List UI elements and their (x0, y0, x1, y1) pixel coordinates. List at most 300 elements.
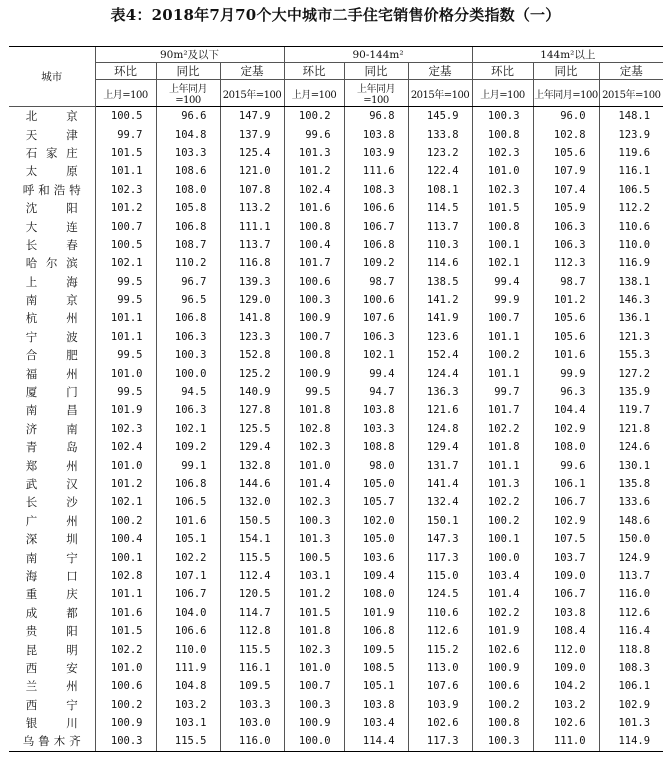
value-cell-yoy: 109.5 (344, 640, 408, 658)
value-cell-yoy: 108.0 (156, 181, 220, 199)
value-cell-mom: 101.5 (95, 622, 156, 640)
city-name: 乌 鲁 木 齐 (22, 734, 81, 749)
header-row-index-types (9, 63, 663, 80)
value-cell-mom: 99.5 (95, 346, 156, 364)
city-cell (9, 291, 95, 309)
city-cell (9, 181, 95, 199)
value-cell-fixed: 124.6 (599, 438, 663, 456)
city-cell (9, 346, 95, 364)
value-cell-fixed: 121.6 (408, 401, 472, 419)
value-cell-mom: 101.1 (472, 456, 533, 474)
value-cell-yoy: 106.3 (344, 328, 408, 346)
value-cell-yoy: 96.3 (533, 383, 599, 401)
value-cell-yoy: 109.0 (533, 567, 599, 585)
value-cell-fixed: 115.0 (408, 567, 472, 585)
value-cell-fixed: 116.0 (220, 732, 284, 751)
value-cell-yoy: 104.4 (533, 401, 599, 419)
value-cell-fixed: 115.5 (220, 640, 284, 658)
base-label-fixed: 2015年=100 (599, 80, 663, 107)
city-name: 厦 门 (25, 385, 78, 400)
base-label-mom: 上月=100 (472, 80, 533, 107)
city-cell (9, 401, 95, 419)
value-cell-mom: 101.1 (472, 328, 533, 346)
city-cell (9, 107, 95, 126)
value-cell-yoy: 115.5 (156, 732, 220, 751)
city-cell (9, 677, 95, 695)
value-cell-fixed: 116.9 (599, 254, 663, 272)
value-cell-yoy: 100.0 (156, 364, 220, 382)
value-cell-mom: 101.2 (95, 475, 156, 493)
value-cell-fixed: 135.8 (599, 475, 663, 493)
value-cell-mom: 100.5 (95, 107, 156, 126)
value-cell-yoy: 107.9 (533, 162, 599, 180)
value-cell-mom: 101.2 (284, 585, 344, 603)
table-row (9, 125, 663, 143)
value-cell-fixed: 102.6 (408, 714, 472, 732)
value-cell-fixed: 120.5 (220, 585, 284, 603)
value-cell-mom: 101.5 (284, 604, 344, 622)
value-cell-yoy: 104.0 (156, 604, 220, 622)
city-name: 兰 州 (25, 679, 78, 694)
value-cell-yoy: 111.9 (156, 659, 220, 677)
value-cell-yoy: 105.6 (533, 309, 599, 327)
value-cell-fixed: 114.5 (408, 199, 472, 217)
city-name: 长 沙 (25, 495, 78, 510)
value-cell-mom: 101.3 (472, 475, 533, 493)
value-cell-fixed: 113.0 (408, 659, 472, 677)
value-cell-mom: 99.5 (284, 383, 344, 401)
value-cell-mom: 99.5 (95, 273, 156, 291)
value-cell-fixed: 123.9 (599, 125, 663, 143)
value-cell-yoy: 106.3 (156, 401, 220, 419)
city-cell (9, 604, 95, 622)
value-cell-mom: 101.5 (472, 199, 533, 217)
value-cell-fixed: 141.2 (408, 291, 472, 309)
value-cell-yoy: 106.8 (156, 217, 220, 235)
value-cell-mom: 101.1 (95, 328, 156, 346)
value-cell-fixed: 147.3 (408, 530, 472, 548)
value-cell-fixed: 117.3 (408, 732, 472, 751)
value-cell-mom: 100.3 (284, 291, 344, 309)
value-cell-mom: 101.3 (284, 530, 344, 548)
value-cell-fixed: 112.2 (599, 199, 663, 217)
city-name: 贵 阳 (25, 624, 78, 639)
value-cell-yoy: 109.0 (533, 659, 599, 677)
value-cell-fixed: 107.8 (220, 181, 284, 199)
table-row (9, 254, 663, 272)
value-cell-yoy: 107.6 (344, 309, 408, 327)
table-row (9, 273, 663, 291)
value-cell-fixed: 140.9 (220, 383, 284, 401)
table-row (9, 438, 663, 456)
value-cell-fixed: 135.9 (599, 383, 663, 401)
value-cell-fixed: 132.4 (408, 493, 472, 511)
value-cell-yoy: 103.4 (344, 714, 408, 732)
value-cell-fixed: 116.0 (599, 585, 663, 603)
city-cell (9, 548, 95, 566)
city-cell (9, 475, 95, 493)
value-cell-fixed: 154.1 (220, 530, 284, 548)
city-cell (9, 236, 95, 254)
city-name: 石 家 庄 (25, 145, 78, 160)
value-cell-yoy: 96.5 (156, 291, 220, 309)
value-cell-fixed: 130.1 (599, 456, 663, 474)
city-cell (9, 328, 95, 346)
value-cell-mom: 100.3 (95, 732, 156, 751)
value-cell-fixed: 103.9 (408, 696, 472, 714)
value-cell-yoy: 103.6 (344, 548, 408, 566)
value-cell-mom: 102.1 (472, 254, 533, 272)
value-cell-fixed: 139.3 (220, 273, 284, 291)
value-cell-mom: 100.2 (472, 696, 533, 714)
table-row (9, 548, 663, 566)
value-cell-fixed: 124.5 (408, 585, 472, 603)
value-cell-fixed: 112.8 (220, 622, 284, 640)
value-cell-yoy: 106.7 (533, 585, 599, 603)
value-cell-mom: 100.6 (472, 677, 533, 695)
value-cell-mom: 101.8 (284, 401, 344, 419)
value-cell-fixed: 110.0 (599, 236, 663, 254)
city-cell (9, 144, 95, 162)
value-cell-yoy: 96.6 (156, 107, 220, 126)
city-name: 深 圳 (25, 532, 78, 547)
value-cell-yoy: 103.3 (156, 144, 220, 162)
value-cell-yoy: 109.2 (344, 254, 408, 272)
value-cell-yoy: 96.8 (344, 107, 408, 126)
value-cell-yoy: 106.8 (344, 622, 408, 640)
value-cell-mom: 100.7 (284, 677, 344, 695)
value-cell-fixed: 147.9 (220, 107, 284, 126)
city-name: 成 都 (25, 605, 78, 620)
value-cell-yoy: 105.7 (344, 493, 408, 511)
value-cell-fixed: 117.3 (408, 548, 472, 566)
value-cell-mom: 100.2 (472, 512, 533, 530)
value-cell-mom: 101.1 (472, 364, 533, 382)
value-cell-mom: 103.4 (472, 567, 533, 585)
table-row (9, 346, 663, 364)
subheader-yoy: 同比 (344, 63, 408, 80)
value-cell-fixed: 106.1 (599, 677, 663, 695)
value-cell-fixed: 116.1 (220, 659, 284, 677)
city-name: 福 州 (25, 366, 78, 381)
value-cell-fixed: 144.6 (220, 475, 284, 493)
city-name: 重 庆 (25, 587, 78, 602)
table-row (9, 696, 663, 714)
value-cell-fixed: 136.1 (599, 309, 663, 327)
base-label-fixed: 2015年=100 (220, 80, 284, 107)
value-cell-yoy: 102.1 (156, 420, 220, 438)
value-cell-mom: 100.0 (284, 732, 344, 751)
table-row (9, 144, 663, 162)
price-index-table (9, 46, 663, 752)
value-cell-fixed: 123.3 (220, 328, 284, 346)
table-row (9, 199, 663, 217)
value-cell-fixed: 137.9 (220, 125, 284, 143)
value-cell-fixed: 133.6 (599, 493, 663, 511)
value-cell-fixed: 113.7 (599, 567, 663, 585)
value-cell-yoy: 98.7 (344, 273, 408, 291)
value-cell-yoy: 109.2 (156, 438, 220, 456)
table-row (9, 401, 663, 419)
value-cell-mom: 99.5 (95, 291, 156, 309)
city-name: 武 汉 (25, 477, 78, 491)
value-cell-mom: 99.7 (95, 125, 156, 143)
value-cell-yoy: 105.0 (344, 475, 408, 493)
city-cell (9, 217, 95, 235)
value-cell-fixed: 113.7 (408, 217, 472, 235)
value-cell-mom: 99.7 (472, 383, 533, 401)
city-name: 济 南 (25, 421, 78, 436)
city-name: 长 春 (25, 237, 78, 252)
value-cell-mom: 100.9 (284, 364, 344, 382)
table-row (9, 604, 663, 622)
city-cell (9, 456, 95, 474)
value-cell-fixed: 150.0 (599, 530, 663, 548)
value-cell-fixed: 125.2 (220, 364, 284, 382)
value-cell-yoy: 96.7 (156, 273, 220, 291)
value-cell-yoy: 106.8 (156, 475, 220, 493)
subheader-yoy: 同比 (533, 63, 599, 80)
value-cell-mom: 100.4 (284, 236, 344, 254)
base-label-yoy: 上年同月=100 (344, 80, 408, 107)
group-header-medium: 90-144m² (284, 47, 472, 63)
value-cell-fixed: 124.8 (408, 420, 472, 438)
value-cell-fixed: 119.7 (599, 401, 663, 419)
value-cell-yoy: 99.1 (156, 456, 220, 474)
value-cell-fixed: 141.9 (408, 309, 472, 327)
value-cell-fixed: 103.0 (220, 714, 284, 732)
city-cell (9, 622, 95, 640)
subheader-fixed-base: 定基 (220, 63, 284, 80)
city-cell (9, 364, 95, 382)
value-cell-yoy: 103.3 (344, 420, 408, 438)
value-cell-fixed: 127.8 (220, 401, 284, 419)
value-cell-mom: 101.1 (95, 585, 156, 603)
value-cell-fixed: 116.4 (599, 622, 663, 640)
value-cell-mom: 101.0 (95, 456, 156, 474)
value-cell-mom: 101.8 (284, 622, 344, 640)
value-cell-mom: 102.3 (472, 181, 533, 199)
city-cell (9, 567, 95, 585)
value-cell-mom: 101.6 (95, 604, 156, 622)
value-cell-fixed: 136.3 (408, 383, 472, 401)
value-cell-mom: 101.0 (95, 659, 156, 677)
city-name: 宁 波 (25, 329, 78, 344)
value-cell-yoy: 103.1 (156, 714, 220, 732)
city-name: 哈 尔 滨 (25, 256, 78, 271)
value-cell-mom: 100.2 (95, 696, 156, 714)
value-cell-mom: 101.9 (95, 401, 156, 419)
value-cell-fixed: 106.5 (599, 181, 663, 199)
value-cell-fixed: 124.9 (599, 548, 663, 566)
value-cell-yoy: 104.8 (156, 125, 220, 143)
city-name: 南 昌 (25, 403, 78, 418)
value-cell-mom: 101.0 (472, 162, 533, 180)
value-cell-mom: 100.3 (284, 512, 344, 530)
value-cell-yoy: 108.0 (344, 585, 408, 603)
value-cell-fixed: 129.4 (220, 438, 284, 456)
subheader-fixed-base: 定基 (408, 63, 472, 80)
city-name: 上 海 (25, 274, 78, 289)
value-cell-mom: 102.3 (284, 438, 344, 456)
value-cell-mom: 100.5 (95, 236, 156, 254)
value-cell-mom: 102.2 (95, 640, 156, 658)
value-cell-mom: 100.9 (284, 714, 344, 732)
value-cell-fixed: 110.3 (408, 236, 472, 254)
value-cell-fixed: 123.2 (408, 144, 472, 162)
value-cell-mom: 101.7 (472, 401, 533, 419)
value-cell-yoy: 102.8 (533, 125, 599, 143)
value-cell-yoy: 103.9 (344, 144, 408, 162)
value-cell-mom: 99.9 (472, 291, 533, 309)
value-cell-mom: 100.8 (284, 346, 344, 364)
value-cell-yoy: 96.0 (533, 107, 599, 126)
city-cell (9, 438, 95, 456)
base-label-mom: 上月=100 (95, 80, 156, 107)
table-row (9, 622, 663, 640)
table-row (9, 364, 663, 382)
value-cell-yoy: 103.8 (533, 604, 599, 622)
value-cell-mom: 102.2 (472, 604, 533, 622)
table-title: 表4：2018年7月70个大中城市二手住宅销售价格分类指数（一） (110, 6, 561, 24)
city-name: 杭 州 (25, 311, 78, 326)
value-cell-fixed: 113.7 (220, 236, 284, 254)
value-cell-yoy: 106.6 (156, 622, 220, 640)
value-cell-yoy: 108.4 (533, 622, 599, 640)
value-cell-fixed: 118.8 (599, 640, 663, 658)
value-cell-fixed: 138.1 (599, 273, 663, 291)
value-cell-mom: 101.3 (284, 144, 344, 162)
table-row (9, 383, 663, 401)
value-cell-yoy: 98.0 (344, 456, 408, 474)
value-cell-fixed: 150.1 (408, 512, 472, 530)
value-cell-fixed: 152.4 (408, 346, 472, 364)
value-cell-yoy: 106.3 (533, 217, 599, 235)
value-cell-yoy: 103.8 (344, 125, 408, 143)
value-cell-mom: 101.1 (95, 309, 156, 327)
value-cell-fixed: 119.6 (599, 144, 663, 162)
base-label-yoy: 上年同月=100 (533, 80, 599, 107)
city-name: 昆 明 (25, 642, 78, 657)
value-cell-yoy: 100.6 (344, 291, 408, 309)
table-row (9, 640, 663, 658)
value-cell-fixed: 112.6 (599, 604, 663, 622)
value-cell-mom: 102.4 (95, 438, 156, 456)
value-cell-fixed: 116.8 (220, 254, 284, 272)
value-cell-mom: 101.4 (472, 585, 533, 603)
value-cell-yoy: 99.4 (344, 364, 408, 382)
city-name: 南 京 (25, 293, 78, 308)
value-cell-fixed: 108.3 (599, 659, 663, 677)
value-cell-mom: 101.2 (95, 199, 156, 217)
value-cell-mom: 102.8 (284, 420, 344, 438)
value-cell-fixed: 148.1 (599, 107, 663, 126)
table-row (9, 291, 663, 309)
group-header-small: 90m²及以下 (95, 47, 284, 63)
value-cell-fixed: 141.4 (408, 475, 472, 493)
value-cell-mom: 100.7 (95, 217, 156, 235)
value-cell-fixed: 114.9 (599, 732, 663, 751)
value-cell-mom: 100.6 (284, 273, 344, 291)
value-cell-yoy: 102.9 (533, 420, 599, 438)
value-cell-yoy: 106.1 (533, 475, 599, 493)
value-cell-fixed: 121.3 (599, 328, 663, 346)
value-cell-yoy: 111.6 (344, 162, 408, 180)
value-cell-yoy: 101.9 (344, 604, 408, 622)
value-cell-mom: 100.9 (95, 714, 156, 732)
value-cell-fixed: 112.6 (408, 622, 472, 640)
value-cell-fixed: 129.0 (220, 291, 284, 309)
value-cell-yoy: 103.2 (156, 696, 220, 714)
table-row (9, 217, 663, 235)
city-cell (9, 254, 95, 272)
value-cell-mom: 101.8 (472, 438, 533, 456)
value-cell-mom: 100.3 (472, 732, 533, 751)
value-cell-mom: 100.3 (472, 107, 533, 126)
value-cell-fixed: 124.4 (408, 364, 472, 382)
city-cell (9, 273, 95, 291)
subheader-mom: 环比 (95, 63, 156, 80)
value-cell-mom: 102.2 (472, 493, 533, 511)
value-cell-yoy: 103.8 (344, 696, 408, 714)
value-cell-mom: 101.4 (284, 475, 344, 493)
table-row (9, 493, 663, 511)
city-name: 南 宁 (25, 550, 78, 565)
value-cell-yoy: 103.7 (533, 548, 599, 566)
city-name: 银 川 (25, 716, 78, 731)
value-cell-fixed: 108.1 (408, 181, 472, 199)
value-cell-yoy: 101.6 (156, 512, 220, 530)
city-name: 海 口 (25, 568, 78, 583)
value-cell-fixed: 110.6 (599, 217, 663, 235)
value-cell-yoy: 105.6 (533, 328, 599, 346)
city-name: 北 京 (25, 109, 78, 124)
value-cell-mom: 100.1 (472, 530, 533, 548)
city-name: 呼 和 浩 特 (22, 182, 81, 197)
value-cell-mom: 100.5 (284, 548, 344, 566)
subheader-mom: 环比 (284, 63, 344, 80)
table-row (9, 677, 663, 695)
value-cell-yoy: 102.6 (533, 714, 599, 732)
value-cell-yoy: 106.5 (156, 493, 220, 511)
city-name: 西 宁 (25, 697, 78, 712)
value-cell-yoy: 105.6 (533, 144, 599, 162)
value-cell-fixed: 131.7 (408, 456, 472, 474)
value-cell-fixed: 112.4 (220, 567, 284, 585)
value-cell-yoy: 105.8 (156, 199, 220, 217)
value-cell-fixed: 111.1 (220, 217, 284, 235)
subheader-fixed-base: 定基 (599, 63, 663, 80)
table-body (9, 107, 663, 752)
value-cell-fixed: 113.2 (220, 199, 284, 217)
value-cell-fixed: 122.4 (408, 162, 472, 180)
table-row (9, 732, 663, 751)
value-cell-yoy: 103.8 (344, 401, 408, 419)
city-cell (9, 383, 95, 401)
table-row (9, 512, 663, 530)
value-cell-fixed: 141.8 (220, 309, 284, 327)
value-cell-yoy: 108.3 (344, 181, 408, 199)
value-cell-mom: 100.7 (472, 309, 533, 327)
table-row (9, 162, 663, 180)
value-cell-mom: 100.8 (284, 217, 344, 235)
city-column-header: 城市 (9, 47, 95, 107)
table-row (9, 714, 663, 732)
city-name: 郑 州 (25, 458, 78, 473)
value-cell-fixed: 121.8 (599, 420, 663, 438)
value-cell-yoy: 107.4 (533, 181, 599, 199)
base-label-yoy: 上年同月=100 (156, 80, 220, 107)
